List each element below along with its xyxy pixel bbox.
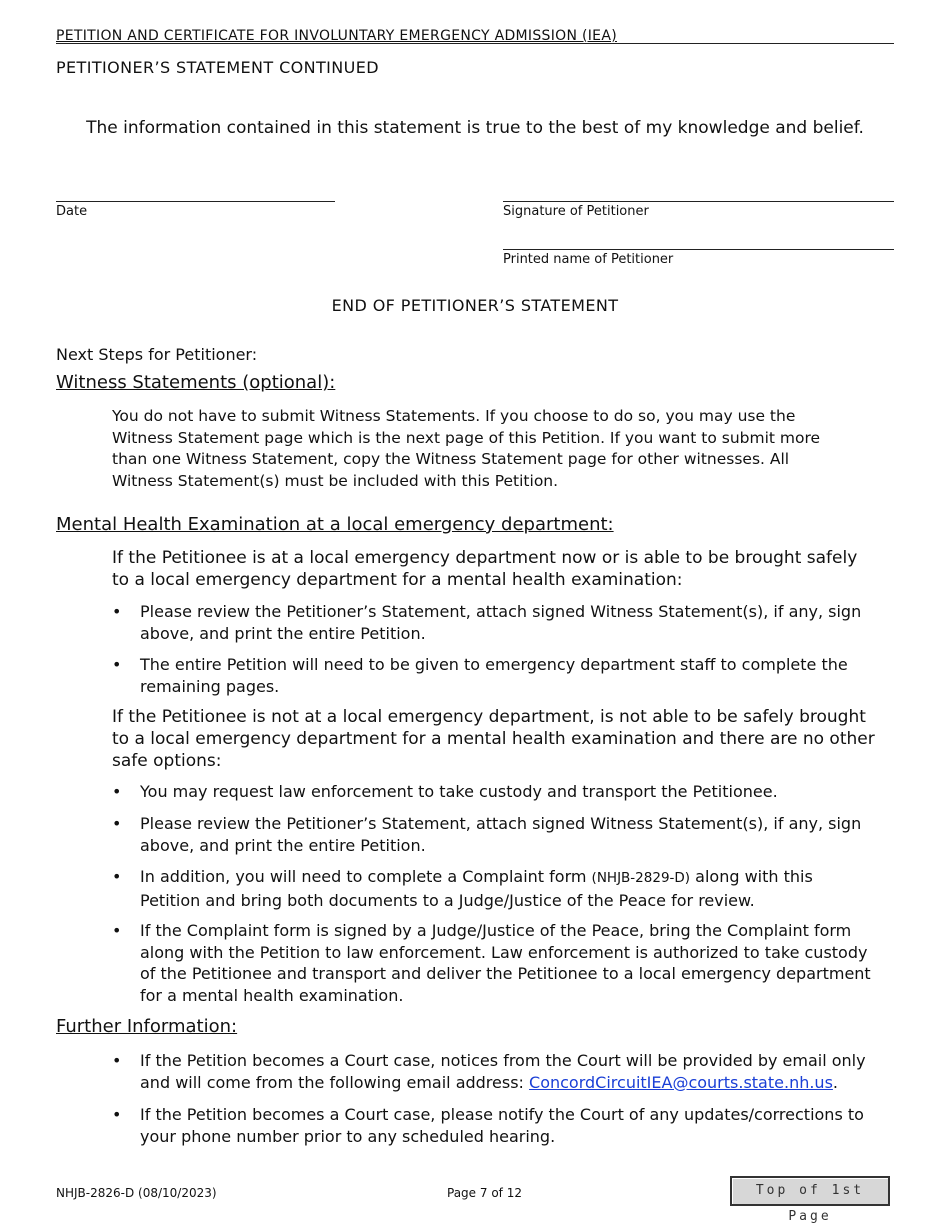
mental-health-intro-1: If the Petitionee is at a local emergency department now or is able to be brought safely to a local emergency department for a mental health examination: (112, 548, 858, 590)
date-label: Date (56, 204, 88, 219)
bullet-icon: • (112, 1051, 122, 1070)
list-item: • If the Petition becomes a Court case, notices from the Court will be provided by email only and will come from the following email address: ConcordCircuitIEA@courts.state.nh.us. (112, 1051, 866, 1092)
mental-health-intro-2: If the Petitionee is not at a local emergency department, is not able to be safely brought to a local emergency department for a mental health examination and there are no other safe options: (112, 707, 875, 771)
form-reference: (NHJB-2829-D) (591, 870, 691, 886)
date-field[interactable] (56, 201, 335, 202)
top-of-first-page-button[interactable]: Top of 1st Page (730, 1176, 890, 1206)
witness-heading: Witness Statements (optional): (56, 372, 336, 393)
list-item: • If the Complaint form is signed by a Judge/Justice of the Peace, bring the Complaint form along with the Petition to law enforcement. Law enforcement is authorized to take custody of the Petitionee and transport and deliver the Petitionee to a local emergency department for a mental health examination. (112, 921, 871, 1005)
list-item: • The entire Petition will need to be given to emergency department staff to complete the remaining pages. (112, 655, 848, 696)
witness-paragraph: You do not have to submit Witness Statements. If you choose to do so, you may use the Witness Statement page which is the next page of this Petition. If you want to submit more than one Witness Statement, copy the Witness Statement page for other witnesses. All Witness Statement(s) must be included with this Petition. (112, 407, 821, 490)
mental-health-heading: Mental Health Examination at a local emergency department: (56, 514, 614, 535)
bullet-icon: • (112, 1105, 122, 1124)
header-divider (56, 43, 894, 44)
list-item: • If the Petition becomes a Court case, please notify the Court of any updates/corrections to your phone number prior to any scheduled hearing. (112, 1105, 864, 1146)
further-info-heading: Further Information: (56, 1016, 238, 1037)
next-steps-heading: Next Steps for Petitioner: (56, 345, 258, 364)
bullet-icon: • (112, 814, 122, 833)
bullet-icon: • (112, 602, 122, 621)
list-item: • You may request law enforcement to take custody and transport the Petitionee. (112, 782, 778, 801)
printed-name-field[interactable] (503, 249, 894, 250)
section-subtitle: PETITIONER’S STATEMENT CONTINUED (56, 58, 380, 77)
bullet-icon: • (112, 867, 122, 886)
signature-field[interactable] (503, 201, 894, 202)
form-id: NHJB-2826-D (08/10/2023) (56, 1186, 217, 1200)
bullet-icon: • (112, 655, 122, 674)
bullet-icon: • (112, 782, 122, 801)
printed-name-label: Printed name of Petitioner (503, 252, 674, 267)
end-of-statement: END OF PETITIONER’S STATEMENT (331, 296, 619, 315)
list-item: • Please review the Petitioner’s Statement, attach signed Witness Statement(s), if any, sign above, and print the entire Petition. (112, 814, 862, 855)
list-item: • Please review the Petitioner’s Statement, attach signed Witness Statement(s), if any, sign above, and print the entire Petition. (112, 602, 862, 643)
form-title: PETITION AND CERTIFICATE FOR INVOLUNTARY EMERGENCY ADMISSION (IEA) (56, 28, 617, 44)
attestation-text: The information contained in this statement is true to the best of my knowledge and belief. (86, 118, 864, 138)
bullet-icon: • (112, 921, 122, 940)
signature-label: Signature of Petitioner (503, 204, 649, 219)
list-item: • In addition, you will need to complete a Complaint form (NHJB-2829-D) along with this Petition and bring both documents to a Judge/Justice of the Peace for review. (112, 867, 813, 910)
court-email-link[interactable]: ConcordCircuitIEA@courts.state.nh.us (529, 1072, 833, 1092)
page-number: Page 7 of 12 (447, 1186, 522, 1200)
